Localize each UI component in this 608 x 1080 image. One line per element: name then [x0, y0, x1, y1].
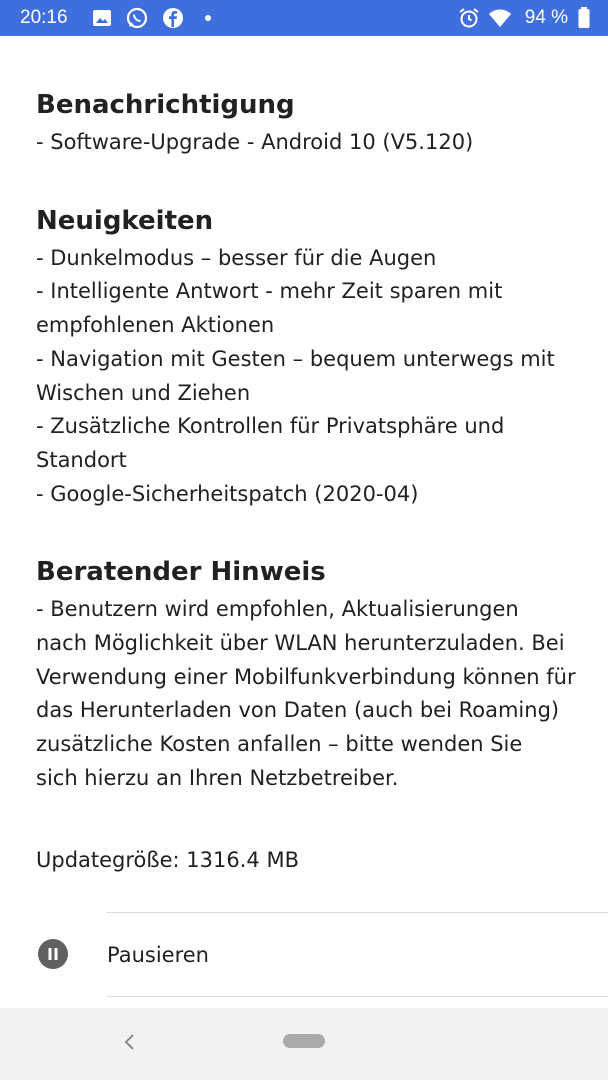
advice-line: - Benutzern wird empfohlen, Aktualisierungen	[36, 597, 519, 622]
facebook-icon	[161, 6, 185, 30]
advice-title: Beratender Hinweis	[36, 557, 326, 588]
update-size: Updategröße: 1316.4 MB	[36, 848, 299, 872]
back-chevron-icon[interactable]	[118, 1030, 142, 1054]
news-line: empfohlenen Aktionen	[36, 313, 275, 338]
news-section	[36, 200, 586, 512]
advice-section	[36, 551, 586, 795]
dot-icon	[196, 6, 220, 30]
notification-line: - Software-Upgrade - Android 10 (V5.120)	[36, 130, 474, 154]
pause-button[interactable]	[0, 913, 608, 996]
pause-label: Pausieren	[107, 943, 209, 967]
notification-title: Benachrichtigung	[36, 90, 295, 120]
news-line: - Dunkelmodus – besser für die Augen	[36, 245, 437, 270]
news-line: - Google-Sicherheitspatch (2020-04)	[36, 481, 419, 506]
news-title: Neuigkeiten	[36, 205, 214, 236]
advice-line: Verwendung einer Mobilfunkverbindung können für	[36, 664, 576, 689]
home-pill-icon[interactable]	[283, 1034, 325, 1048]
pause-icon	[38, 939, 68, 969]
advice-line: zusätzliche Kosten anfallen – bitte wenden Sie	[36, 732, 523, 757]
whatsapp-icon	[125, 6, 149, 30]
news-line: - Intelligente Antwort - mehr Zeit sparen mit	[36, 279, 503, 304]
status-bar	[0, 0, 608, 36]
news-line: - Zusätzliche Kontrollen für Privatsphäre und	[36, 414, 505, 439]
news-line: Wischen und Ziehen	[36, 380, 251, 405]
news-line: - Navigation mit Gesten – bequem unterwegs mit	[36, 346, 555, 371]
navigation-bar	[0, 1008, 608, 1080]
wifi-icon	[488, 6, 512, 30]
gallery-icon	[90, 6, 114, 30]
alarm-icon	[457, 6, 481, 30]
status-time: 20:16	[20, 7, 68, 28]
notification-section	[36, 84, 586, 160]
update-details	[36, 84, 586, 796]
advice-line: nach Möglichkeit über WLAN herunterzuladen. Bei	[36, 631, 565, 656]
divider	[106, 996, 608, 997]
battery-icon	[572, 6, 596, 30]
advice-line: das Herunterladen von Daten (auch bei Roaming)	[36, 698, 560, 723]
battery-percentage: 94 %	[524, 7, 568, 28]
advice-line: sich hierzu an Ihren Netzbetreiber.	[36, 765, 399, 790]
news-line: Standort	[36, 447, 127, 472]
